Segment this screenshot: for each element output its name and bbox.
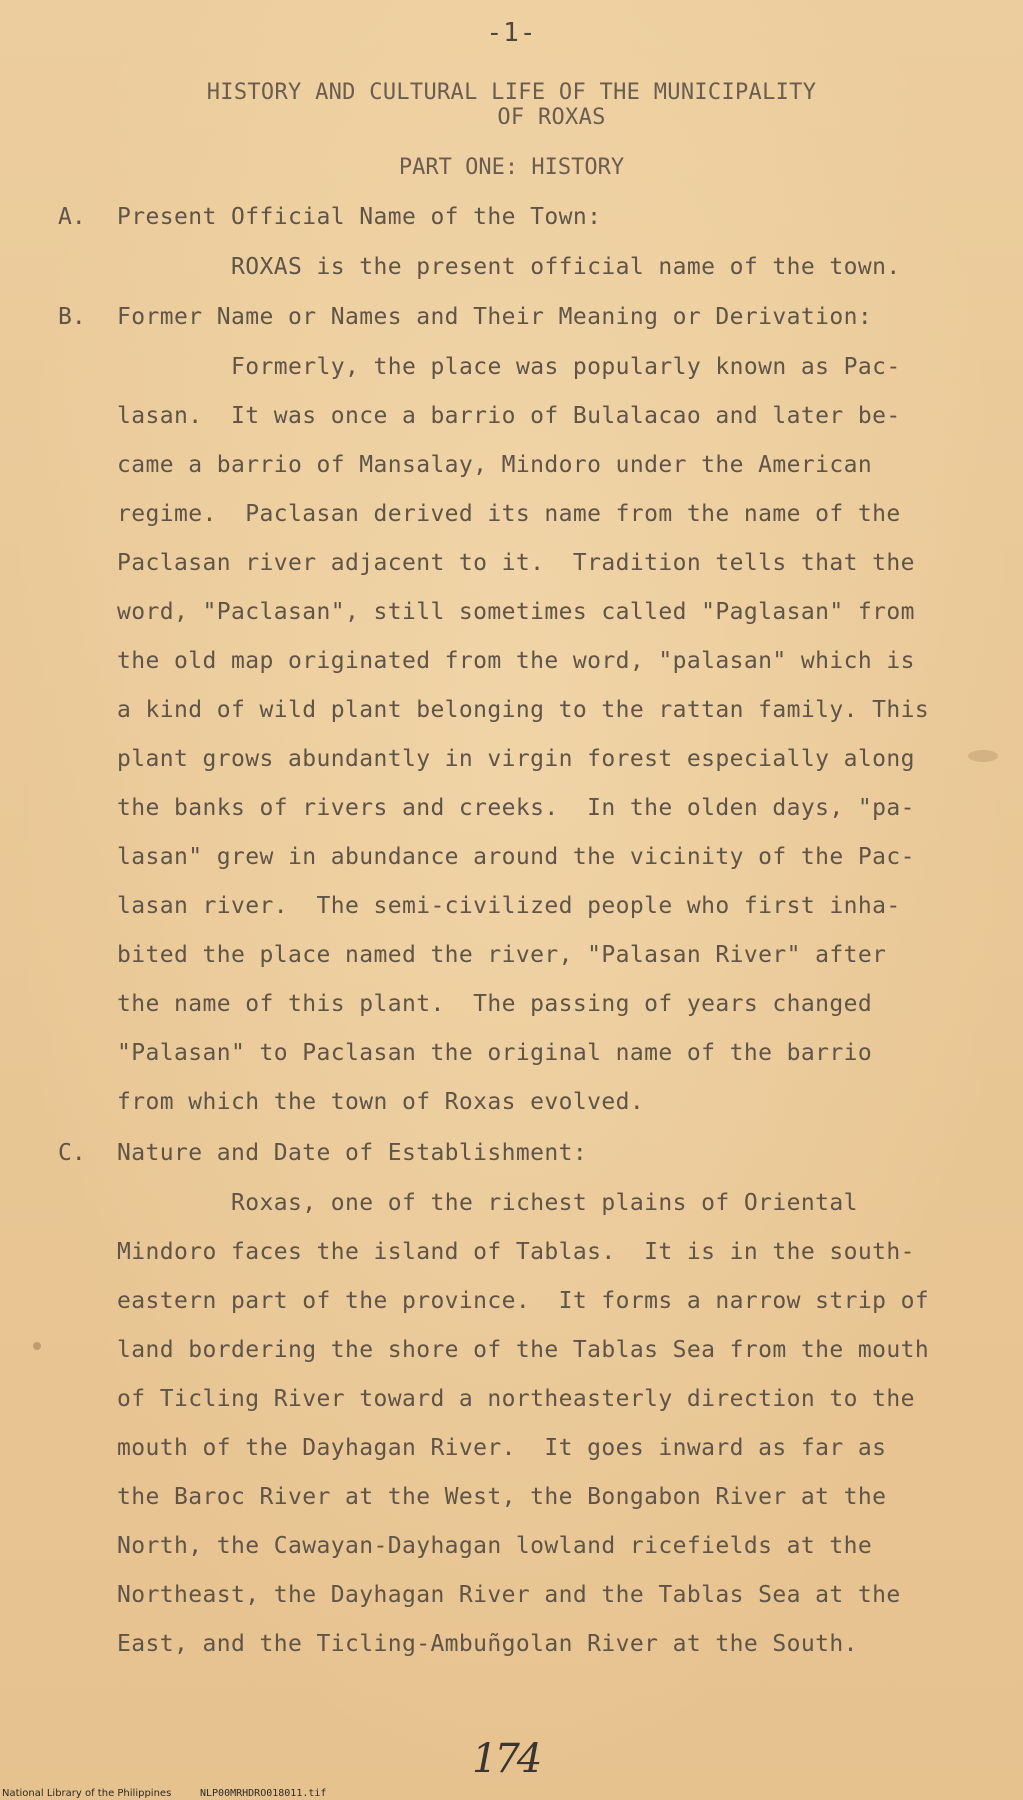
paragraph-line: North, the Cawayan-Dayhagan lowland ricefields at the [117, 1533, 873, 1559]
paragraph-line: eastern part of the province. It forms a narrow strip of [117, 1288, 930, 1314]
document-title-continued: OF ROXAS [497, 105, 606, 130]
paragraph-line: land bordering the shore of the Tablas Sea from the mouth [117, 1337, 930, 1363]
footer-filename: NLP00MRHDRO018011.tif [200, 1788, 327, 1799]
paragraph-line: came a barrio of Mansalay, Mindoro under the American [117, 452, 873, 478]
paragraph-line: mouth of the Dayhagan River. It goes inward as far as [117, 1435, 887, 1461]
section-heading-c: Nature and Date of Establishment: [117, 1140, 588, 1166]
paragraph-line: ROXAS is the present official name of the town. [231, 254, 901, 280]
paragraph-line: lasan river. The semi-civilized people who first inha- [117, 893, 901, 919]
footer-source: National Library of the Philippines [2, 1788, 172, 1799]
paragraph-line: "Palasan" to Paclasan the original name of the barrio [117, 1040, 873, 1066]
paragraph-line: word, "Paclasan", still sometimes called "Paglasan" from [117, 599, 915, 625]
paragraph-line: the Baroc River at the West, the Bongabon River at the [117, 1484, 887, 1510]
section-label-b: B. [58, 304, 86, 330]
paragraph-line: plant grows abundantly in virgin forest especially along [117, 746, 915, 772]
paragraph-line: a kind of wild plant belonging to the rattan family. This [117, 697, 930, 723]
page-number: -1- [486, 18, 537, 48]
paragraph-line: the name of this plant. The passing of years changed [117, 991, 873, 1017]
paper-stain [33, 1342, 41, 1350]
paragraph-line: bited the place named the river, "Palasan River" after [117, 942, 887, 968]
paragraph-line: Formerly, the place was popularly known as Pac- [231, 354, 901, 380]
section-heading-b: Former Name or Names and Their Meaning or Derivation: [117, 304, 873, 330]
paragraph-line: from which the town of Roxas evolved. [117, 1089, 645, 1115]
paragraph-line: lasan. It was once a barrio of Bulalacao and later be- [117, 403, 901, 429]
paragraph-line: Mindoro faces the island of Tablas. It is in the south- [117, 1239, 915, 1265]
paragraph-line: Roxas, one of the richest plains of Oriental [231, 1190, 858, 1216]
paragraph-line: regime. Paclasan derived its name from the name of the [117, 501, 901, 527]
paper-stain [968, 750, 998, 762]
paragraph-line: the banks of rivers and creeks. In the olden days, "pa- [117, 795, 915, 821]
handwritten-page-number: 174 [472, 1736, 540, 1782]
section-heading-a: Present Official Name of the Town: [117, 204, 602, 230]
paragraph-line: East, and the Ticling-Ambuñgolan River at the South. [117, 1631, 858, 1657]
paragraph-line: lasan" grew in abundance around the vicinity of the Pac- [117, 844, 915, 870]
paragraph-line: Paclasan river adjacent to it. Tradition tells that the [117, 550, 915, 576]
paragraph-line: the old map originated from the word, "palasan" which is [117, 648, 915, 674]
section-label-c: C. [58, 1140, 86, 1166]
document-title: HISTORY AND CULTURAL LIFE OF THE MUNICIPALITY [206, 80, 817, 105]
paragraph-line: of Ticling River toward a northeasterly direction to the [117, 1386, 915, 1412]
paragraph-line: Northeast, the Dayhagan River and the Tablas Sea at the [117, 1582, 901, 1608]
part-heading: PART ONE: HISTORY [398, 155, 625, 180]
section-label-a: A. [58, 204, 86, 230]
